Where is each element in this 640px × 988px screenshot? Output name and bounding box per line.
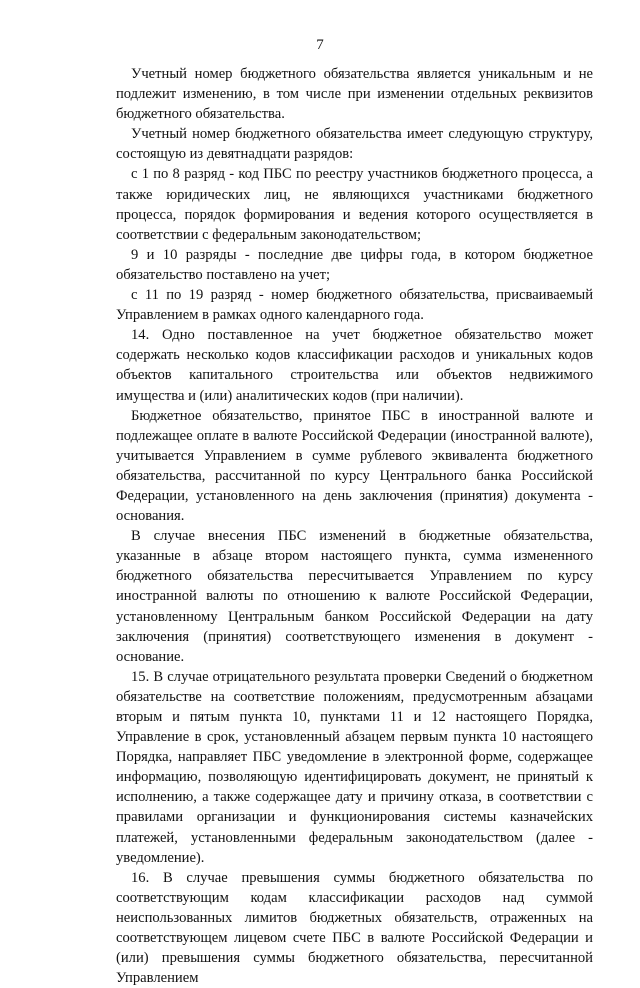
paragraph: Учетный номер бюджетного обязательства имеет следующую структуру, состоящую из девятнадцати разрядов: [116,126,593,163]
paragraph: с 11 по 19 разряд - номер бюджетного обязательства, присваиваемый Управлением в рамках одного календарного года. [116,287,593,324]
page-number: 7 [316,37,324,53]
paragraph: 15. В случае отрицательного результата проверки Сведений о бюджетном обязательстве на соответствие положениям, предусмотренным абзацами вторым и пятым пункта 10, пунктами 11 и 12 настоящего Порядка, Управление в срок, установленный абзацем первым пункта 10 настоящего Порядка, направляет ПБС уведомление в электронной форме, содержащее информацию, позволяющую идентифицировать документ, не принятый к исполнению, а также содержащее дату и причину отказа, в соответствии с правилами организации и функционирования системы казначейских платежей, установленными федеральным законодательством (далее - уведомление). [116,668,593,866]
paragraph: 14. Одно поставленное на учет бюджетное обязательство может содержать несколько кодов классификации расходов и уникальных кодов объектов капитального строительства или объектов недвижимого имущества и (или) аналитических кодов (при наличии). [116,327,593,404]
document-body [116,64,593,988]
paragraph: Учетный номер бюджетного обязательства является уникальным и не подлежит изменению, в том числе при изменении отдельных реквизитов бюджетного обязательства. [116,66,593,123]
paragraph: 9 и 10 разряды - последние две цифры года, в котором бюджетное обязательство поставлено на учет; [116,246,593,283]
paragraph: Бюджетное обязательство, принятое ПБС в иностранной валюте и подлежащее оплате в валюте Российской Федерации (иностранной валюте), учитывается Управлением в сумме рублевого эквивалента бюджетного обязательства, рассчитанной по курсу Центрального банка Российской Федерации, установленного на день заключения (принятия) документа - основания. [116,407,593,525]
paragraph: с 1 по 8 разряд - код ПБС по реестру участников бюджетного процесса, а также юридических лиц, не являющихся участниками бюджетного процесса, порядок формирования и ведения которого осуществляется в соответствии с федеральным законодательством; [116,166,593,243]
paragraph: 16. В случае превышения суммы бюджетного обязательства по соответствующим кодам классификации расходов над суммой неиспользованных лимитов бюджетных обязательств, отраженных на соответствующем лицевом счете ПБС в валюте Российской Федерации и (или) превышения суммы бюджетного обязательства, пересчитанной Управлением [116,869,593,987]
paragraph: В случае внесения ПБС изменений в бюджетные обязательства, указанные в абзаце втором настоящего пункта, сумма измененного бюджетного обязательства пересчитывается Управлением по курсу иностранной валюты по отношению к валюте Российской Федерации, установленному Центральным банком Российской Федерации на дату заключения (принятия) соответствующего изменения в документ - основание. [116,528,593,665]
